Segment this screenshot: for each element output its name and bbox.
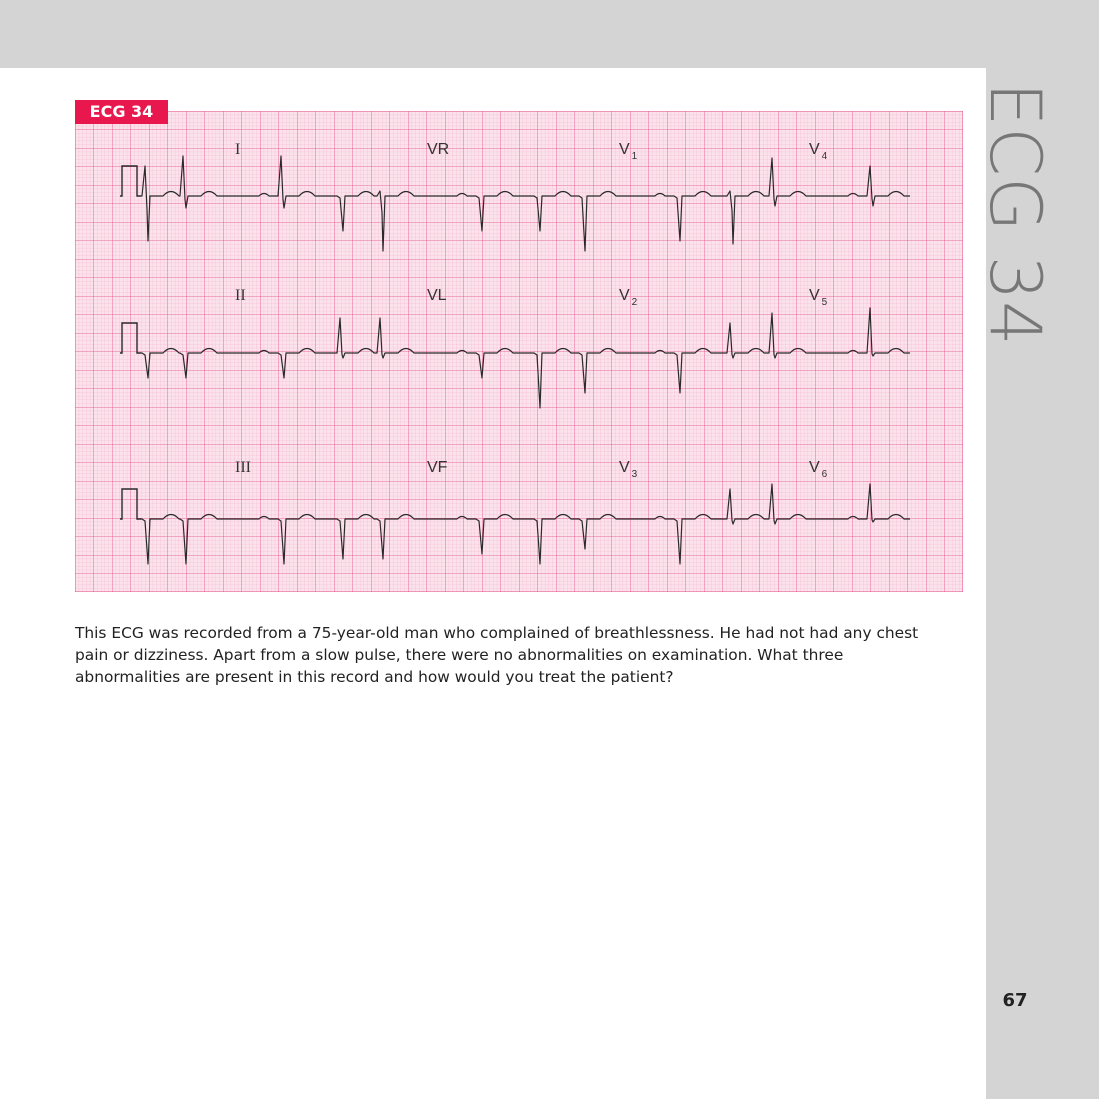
- lead-label: V $_1$: [619, 141, 638, 162]
- lead-label: VR: [427, 141, 450, 158]
- page-number: 67: [1002, 990, 1028, 1011]
- lead-label: V $_4$: [809, 141, 828, 162]
- lead-label: V $_6$: [809, 459, 828, 480]
- side-title: ECG 34: [974, 82, 1056, 347]
- ecg-tag: ECG 34: [75, 100, 168, 124]
- lead-label: I: [235, 141, 241, 158]
- top-band: [0, 0, 1099, 68]
- lead-label: V $_3$: [619, 459, 638, 480]
- lead-label: III: [235, 459, 251, 476]
- ecg-trace-chart: [75, 111, 963, 592]
- ecg-grid: [75, 111, 963, 592]
- lead-label: VL: [427, 287, 447, 304]
- lead-label: V $_2$: [619, 287, 638, 308]
- case-question-text: This ECG was recorded from a 75-year-old man who complained of breathlessness. He had not had any chest pain or dizziness. Apart from a slow pulse, there were no abnormalities on examination. What three abnormalities are present in this record and how would you treat the patient?: [75, 624, 919, 686]
- lead-label: II: [235, 287, 246, 304]
- lead-label: V $_5$: [809, 287, 828, 308]
- lead-label: VF: [427, 459, 448, 476]
